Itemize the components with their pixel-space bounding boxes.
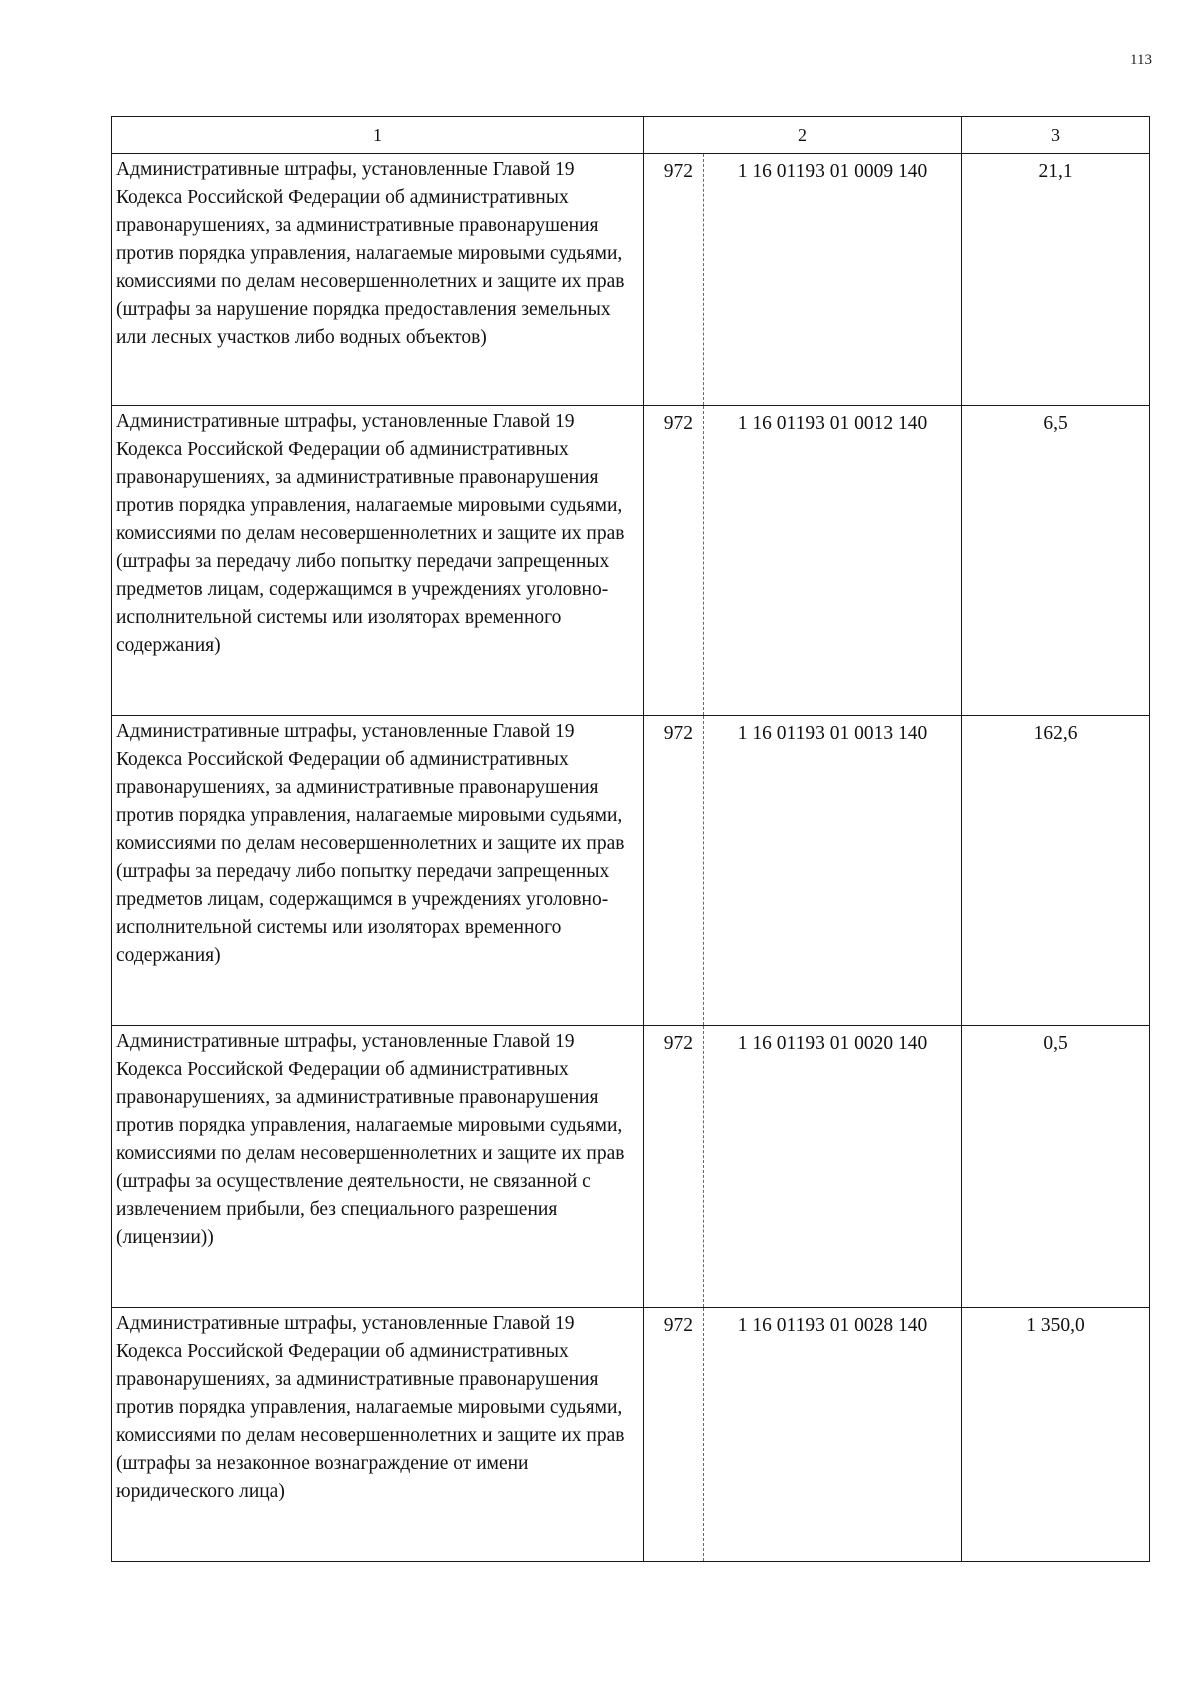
table-row	[112, 154, 1150, 406]
column-header-3: 3	[962, 117, 1150, 154]
column-header-1: 1	[112, 117, 644, 154]
admin-code: 972	[644, 406, 704, 716]
table-row	[112, 1026, 1150, 1308]
admin-code: 972	[644, 154, 704, 406]
amount: 6,5	[962, 406, 1150, 716]
admin-code: 972	[644, 1308, 704, 1562]
fine-description: Административные штрафы, установленные Главой 19 Кодекса Российской Федерации об административных правонарушениях, за административные правонарушения против порядка управления, налагаемые мировыми судьями, комиссиями по делам несовершеннолетних и защите их прав (штрафы за незаконное вознаграждение от имени юридического лица)	[112, 1308, 644, 1562]
kbk-code: 1 16 01193 01 0009 140	[704, 154, 962, 406]
table-row	[112, 716, 1150, 1026]
fine-description: Административные штрафы, установленные Главой 19 Кодекса Российской Федерации об административных правонарушениях, за административные правонарушения против порядка управления, налагаемые мировыми судьями, комиссиями по делам несовершеннолетних и защите их прав (штрафы за осуществление деятельности, не связанной с извлечением прибыли, без специального разрешения (лицензии))	[112, 1026, 644, 1308]
kbk-code: 1 16 01193 01 0028 140	[704, 1308, 962, 1562]
kbk-code: 1 16 01193 01 0013 140	[704, 716, 962, 1026]
admin-code: 972	[644, 716, 704, 1026]
table-header-row	[112, 117, 1150, 154]
amount: 162,6	[962, 716, 1150, 1026]
admin-code: 972	[644, 1026, 704, 1308]
kbk-code: 1 16 01193 01 0020 140	[704, 1026, 962, 1308]
table-row	[112, 1308, 1150, 1562]
table-row	[112, 406, 1150, 716]
amount: 1 350,0	[962, 1308, 1150, 1562]
fine-description: Административные штрафы, установленные Главой 19 Кодекса Российской Федерации об административных правонарушениях, за административные правонарушения против порядка управления, налагаемые мировыми судьями, комиссиями по делам несовершеннолетних и защите их прав (штрафы за передачу либо попытку передачи запрещенных предметов лицам, содержащимся в учреждениях уголовно-исполнительной системы или изоляторах временного содержания)	[112, 406, 644, 716]
fine-description: Административные штрафы, установленные Главой 19 Кодекса Российской Федерации об административных правонарушениях, за административные правонарушения против порядка управления, налагаемые мировыми судьями, комиссиями по делам несовершеннолетних и защите их прав (штрафы за нарушение порядка предоставления земельных или лесных участков либо водных объектов)	[112, 154, 644, 406]
amount: 21,1	[962, 154, 1150, 406]
column-header-2: 2	[644, 117, 962, 154]
fine-description: Административные штрафы, установленные Главой 19 Кодекса Российской Федерации об административных правонарушениях, за административные правонарушения против порядка управления, налагаемые мировыми судьями, комиссиями по делам несовершеннолетних и защите их прав (штрафы за передачу либо попытку передачи запрещенных предметов лицам, содержащимся в учреждениях уголовно-исполнительной системы или изоляторах временного содержания)	[112, 716, 644, 1026]
budget-revenue-table	[111, 116, 1150, 1562]
kbk-code: 1 16 01193 01 0012 140	[704, 406, 962, 716]
page-number: 113	[1130, 52, 1152, 68]
amount: 0,5	[962, 1026, 1150, 1308]
